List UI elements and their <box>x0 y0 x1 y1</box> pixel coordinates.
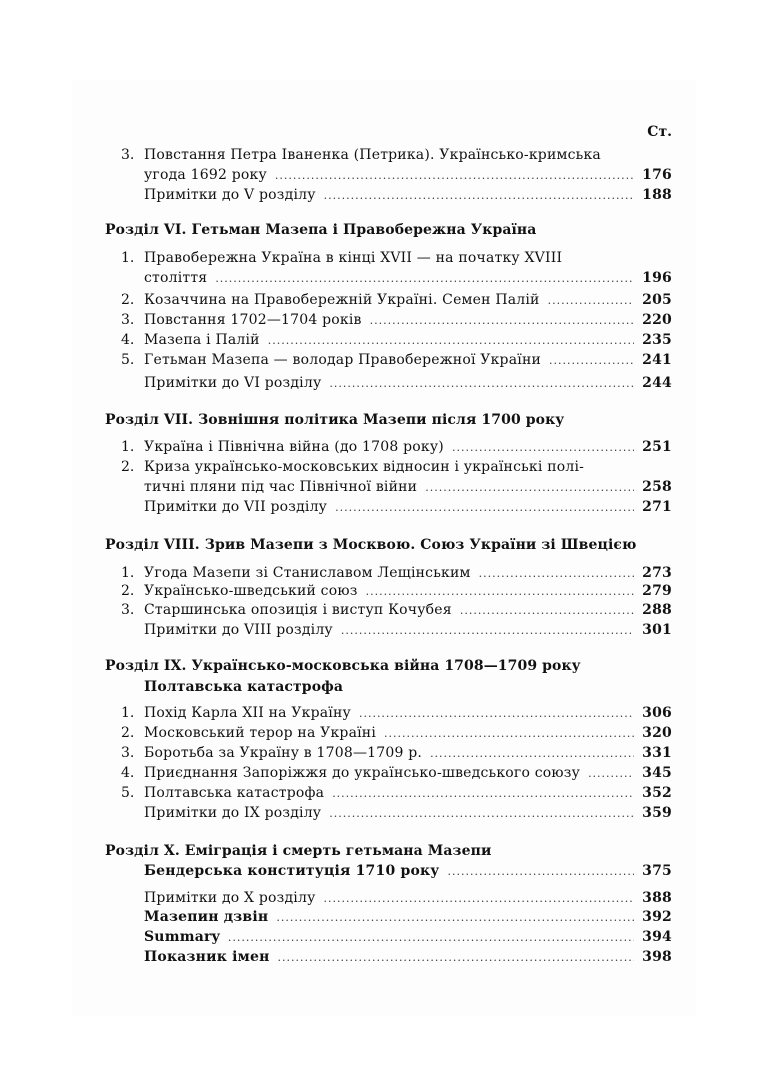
entry-title: Старшинська опозиція і виступ Кочубея <box>144 602 452 618</box>
leader-dots <box>329 804 634 824</box>
entry-title: Повстання 1702—1704 років <box>144 312 362 328</box>
entry-number: 2. <box>121 459 135 475</box>
toc-entry[interactable] <box>105 600 672 620</box>
toc-entry-line <box>105 145 672 165</box>
chapter-subtitle-ix: Полтавська катастрофа <box>144 679 344 695</box>
entry-number: 4. <box>121 765 135 781</box>
entry-page: 301 <box>642 622 672 638</box>
entry-number: 1. <box>121 250 135 266</box>
entry-number: 5. <box>121 785 135 801</box>
entry-page: 352 <box>642 785 672 801</box>
entry-number: 1. <box>121 439 135 455</box>
entry-page: 375 <box>642 863 672 879</box>
entry-page: 251 <box>642 439 672 455</box>
leader-dots <box>341 621 634 641</box>
entry-title: Примітки до X розділу <box>144 890 316 906</box>
entry-title: Примітки до VIII розділу <box>144 622 333 638</box>
leader-dots <box>359 704 634 724</box>
toc-entry-notes[interactable] <box>105 888 672 908</box>
toc-entry[interactable] <box>105 350 672 370</box>
leader-dots <box>384 724 634 744</box>
entry-page: 196 <box>642 270 672 286</box>
toc-entry[interactable] <box>105 268 672 288</box>
entry-title: Московський терор на Україні <box>144 725 377 741</box>
entry-page: 271 <box>642 499 672 515</box>
entry-number: 2. <box>121 583 135 599</box>
leader-dots <box>324 889 634 909</box>
toc-entry-notes[interactable] <box>105 497 672 517</box>
toc-entry[interactable] <box>105 310 672 330</box>
leader-dots <box>366 582 634 602</box>
toc-back-matter-item[interactable] <box>105 927 672 947</box>
entry-title: Гетьман Мазепа — володар Правобережної України <box>144 352 542 368</box>
chapter-heading-x[interactable]: Розділ X. Еміграція і смерть гетьмана Мазепи <box>105 843 492 859</box>
leader-dots <box>335 498 634 518</box>
toc-entry-subtitle[interactable] <box>105 861 672 881</box>
entry-page: 205 <box>642 292 672 308</box>
entry-title: Похід Карла XII на Україну <box>144 705 351 721</box>
entry-page: 388 <box>642 890 672 906</box>
leader-dots <box>268 331 634 351</box>
toc-entry[interactable] <box>105 165 672 185</box>
entry-page: 320 <box>642 725 672 741</box>
entry-page: 176 <box>642 167 672 183</box>
leader-dots <box>430 744 634 764</box>
chapter-heading-viii[interactable]: Розділ VIII. Зрив Мазепи з Москвою. Союз України зі Швецією <box>105 537 637 553</box>
leader-dots <box>447 862 634 882</box>
toc-entry[interactable] <box>105 330 672 350</box>
chapter-heading-ix[interactable]: Розділ IX. Українсько-московська війна 1708—1709 року <box>105 658 581 674</box>
entry-title-line2: тичні пляни під час Північної війни <box>144 479 418 495</box>
leader-dots <box>588 764 634 784</box>
page-column-label: Ст. <box>647 124 672 140</box>
toc-entry[interactable] <box>105 581 672 601</box>
entry-title: Українсько-шведський союз <box>144 583 358 599</box>
entry-number: 2. <box>121 725 135 741</box>
entry-title: Примітки до IX розділу <box>144 805 322 821</box>
entry-title: Summary <box>144 929 220 945</box>
entry-title-line1: Правобережна Україна в кінці XVII — на початку XVIII <box>144 250 563 266</box>
leader-dots <box>228 928 634 948</box>
entry-title: Примітки до V розділу <box>144 187 316 203</box>
entry-title: Примітки до VII розділу <box>144 499 328 515</box>
leader-dots <box>332 784 634 804</box>
toc-entry[interactable] <box>105 477 672 497</box>
entry-title-line1: Повстання Петра Іваненка (Петрика). Українсько-кримська <box>144 147 601 163</box>
entry-page: 398 <box>642 949 672 965</box>
entry-page: 306 <box>642 705 672 721</box>
entry-title: Україна і Північна війна (до 1708 року) <box>144 439 444 455</box>
toc-entry[interactable] <box>105 783 672 803</box>
leader-dots <box>452 438 634 458</box>
entry-page: 235 <box>642 332 672 348</box>
leader-dots <box>548 291 634 311</box>
chapter-heading-vi[interactable]: Розділ VI. Гетьман Мазепа і Правобережна Україна <box>105 222 537 238</box>
toc-entry-line <box>105 457 672 477</box>
toc-entry-notes[interactable] <box>105 185 672 205</box>
leader-dots <box>370 311 634 331</box>
leader-dots <box>425 478 634 498</box>
entry-number: 2. <box>121 292 135 308</box>
entry-title-line1: Криза українсько-московських відносин і українські полі- <box>144 459 585 475</box>
entry-title: Показник імен <box>144 949 270 965</box>
toc-entry-notes[interactable] <box>105 803 672 823</box>
entry-page: 188 <box>642 187 672 203</box>
leader-dots <box>215 269 634 289</box>
entry-page: 394 <box>642 929 672 945</box>
leader-dots <box>549 351 634 371</box>
entry-title-line2: століття <box>144 270 208 286</box>
toc-entry[interactable] <box>105 743 672 763</box>
toc-entry[interactable] <box>105 290 672 310</box>
chapter-heading-vii[interactable]: Розділ VII. Зовнішня політика Мазепи після 1700 року <box>105 412 565 428</box>
toc-entry[interactable] <box>105 703 672 723</box>
entry-page: 273 <box>642 565 672 581</box>
toc-entry-line <box>105 248 672 268</box>
entry-title: Полтавська катастрофа <box>144 785 325 801</box>
entry-number: 3. <box>121 147 135 163</box>
entry-title: Мазепа і Палій <box>144 332 260 348</box>
entry-page: 331 <box>642 745 672 761</box>
leader-dots <box>278 948 634 968</box>
entry-title: Бендерська конституція 1710 року <box>144 863 440 879</box>
toc-back-matter-item[interactable] <box>105 907 672 927</box>
leader-dots <box>329 374 634 394</box>
entry-title-line2: угода 1692 року <box>144 167 267 183</box>
entry-title: Приєднання Запоріжжя до українсько-шведського союзу <box>144 765 581 781</box>
entry-page: 279 <box>642 583 672 599</box>
leader-dots <box>324 186 634 206</box>
entry-title: Угода Мазепи зі Станиславом Лещінським <box>144 565 471 581</box>
leader-dots <box>276 908 634 928</box>
entry-title: Козаччина на Правобережній Україні. Семен Палій <box>144 292 540 308</box>
entry-number: 3. <box>121 312 135 328</box>
leader-dots <box>275 166 634 186</box>
entry-title: Примітки до VI розділу <box>144 375 322 391</box>
entry-number: 1. <box>121 705 135 721</box>
entry-page: 220 <box>642 312 672 328</box>
entry-page: 241 <box>642 352 672 368</box>
entry-page: 392 <box>642 909 672 925</box>
toc-entry[interactable] <box>105 563 672 583</box>
toc-entry[interactable] <box>105 723 672 743</box>
entry-number: 3. <box>121 745 135 761</box>
entry-title: Боротьба за Україну в 1708—1709 р. <box>144 745 423 761</box>
entry-page: 359 <box>642 805 672 821</box>
leader-dots <box>460 601 634 621</box>
entry-page: 345 <box>642 765 672 781</box>
entry-number: 4. <box>121 332 135 348</box>
entry-number: 1. <box>121 565 135 581</box>
toc-back-matter-item[interactable] <box>105 947 672 967</box>
toc-entry-notes[interactable] <box>105 620 672 640</box>
entry-page: 288 <box>642 602 672 618</box>
entry-number: 5. <box>121 352 135 368</box>
toc-entry[interactable] <box>105 437 672 457</box>
entry-page: 244 <box>642 375 672 391</box>
toc-entry[interactable] <box>105 763 672 783</box>
entry-page: 258 <box>642 479 672 495</box>
toc-entry-notes[interactable] <box>105 373 672 393</box>
entry-number: 3. <box>121 602 135 618</box>
entry-title: Мазепин дзвін <box>144 909 269 925</box>
